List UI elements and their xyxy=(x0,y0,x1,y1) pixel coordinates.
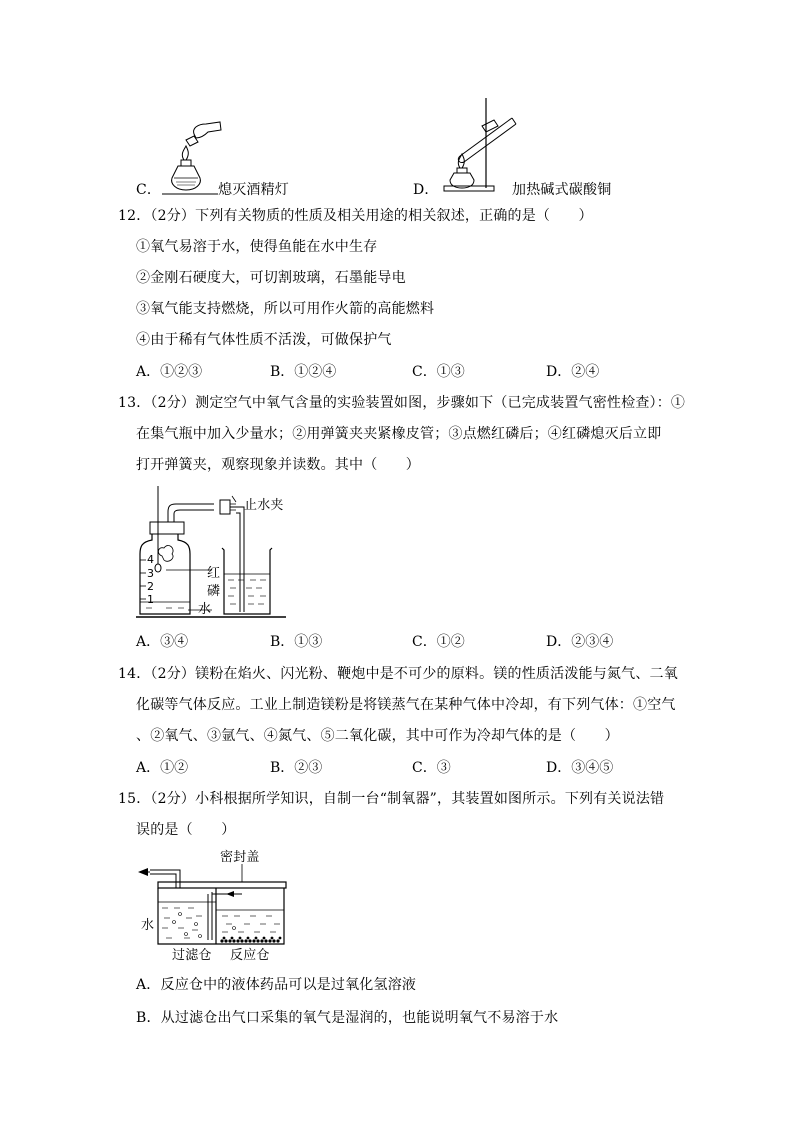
label-lid: 密封盖 xyxy=(220,850,260,865)
q14-option-a[interactable]: A．①② xyxy=(136,760,189,776)
label-water-2: 水 xyxy=(141,918,155,933)
q13-options xyxy=(136,632,676,652)
q12-statement-1: ①氧气易溶于水，使得鱼能在水中生存 xyxy=(136,239,378,255)
figure-oxygen-maker xyxy=(134,850,294,960)
option-d-label: D． xyxy=(413,182,439,198)
q12-statement-2: ②金刚石硬度大，可切割玻璃，石墨能导电 xyxy=(136,270,406,286)
label-filter-chamber: 过滤仓 xyxy=(172,948,212,963)
q15-stem-line-2: 误的是（ ） xyxy=(136,822,236,838)
q15-statement-a[interactable]: A．反应仓中的液体药品可以是过氧化氢溶液 xyxy=(136,977,417,993)
scale-2: 2 xyxy=(147,580,154,593)
q14-option-c[interactable]: C．③ xyxy=(412,760,451,776)
q14-stem-line-2: 化碳等气体反应。工业上制造镁粉是将镁蒸气在某种气体中冷却，有下列气体：①空气 xyxy=(136,697,676,713)
option-c-text: 熄灭酒精灯 xyxy=(218,182,289,198)
q13-stem-line-1: 13．（2分）测定空气中氧气含量的实验装置如图，步骤如下（已完成装置气密性检查）：① xyxy=(118,395,686,411)
q14-options xyxy=(136,758,676,778)
q14-stem-line-3: 、②氧气、③氩气、④氮气、⑤二氧化碳，其中可作为冷却气体的是（ ） xyxy=(136,728,619,744)
q13-option-b[interactable]: B．①③ xyxy=(270,634,323,650)
scale-3: 3 xyxy=(147,567,154,580)
option-c-label: C． xyxy=(136,182,162,198)
label-phosphorus: 磷 xyxy=(207,584,221,599)
q13-stem-line-3: 打开弹簧夹，观察现象并读数。其中（ ） xyxy=(136,457,420,473)
q12-stem: 12．（2分）下列有关物质的性质及相关用途的相关叙述，正确的是（ ） xyxy=(118,208,593,224)
label-water: 水 xyxy=(198,602,212,617)
q12-option-b[interactable]: B．①②④ xyxy=(270,364,337,380)
option-c-blank xyxy=(162,192,218,196)
q13-option-d[interactable]: D．②③④ xyxy=(546,634,614,650)
q12-option-c[interactable]: C．①③ xyxy=(412,364,465,380)
label-clamp: 止水夹 xyxy=(244,498,284,513)
q14-option-d[interactable]: D．③④⑤ xyxy=(546,760,614,776)
q13-stem-line-2: 在集气瓶中加入少量水；②用弹簧夹夹紧橡皮管；③点燃红磷后；④红磷熄灭后立即 xyxy=(136,426,662,442)
q12-options xyxy=(136,362,676,382)
q14-stem-line-1: 14．（2分）镁粉在焰火、闪光粉、鞭炮中是不可少的原料。镁的性质活泼能与氮气、二氧 xyxy=(118,666,678,682)
q12-option-a[interactable]: A．①②③ xyxy=(136,364,203,380)
q13-option-c[interactable]: C．①② xyxy=(412,634,465,650)
scale-1: 1 xyxy=(147,593,154,606)
option-d-text: 加热碱式碳酸铜 xyxy=(512,182,612,198)
q12-statement-3: ③氧气能支持燃烧，所以可用作火箭的高能燃料 xyxy=(136,301,435,317)
q12-option-d[interactable]: D．②④ xyxy=(546,364,600,380)
label-red: 红 xyxy=(207,566,221,581)
q15-statement-b[interactable]: B．从过滤仓出气口采集的氧气是湿润的，也能说明氧气不易溶于水 xyxy=(136,1010,559,1026)
q13-option-a[interactable]: A．③④ xyxy=(136,634,189,650)
scale-4: 4 xyxy=(147,553,154,566)
q15-stem-line-1: 15．（2分）小科根据所学知识，自制一台“制氧器”，其装置如图所示。下列有关说法错 xyxy=(118,791,665,807)
q12-statement-4: ④由于稀有气体性质不活泼，可做保护气 xyxy=(136,332,392,348)
q14-option-b[interactable]: B．②③ xyxy=(270,760,323,776)
label-reaction-chamber: 反应仓 xyxy=(230,948,270,963)
